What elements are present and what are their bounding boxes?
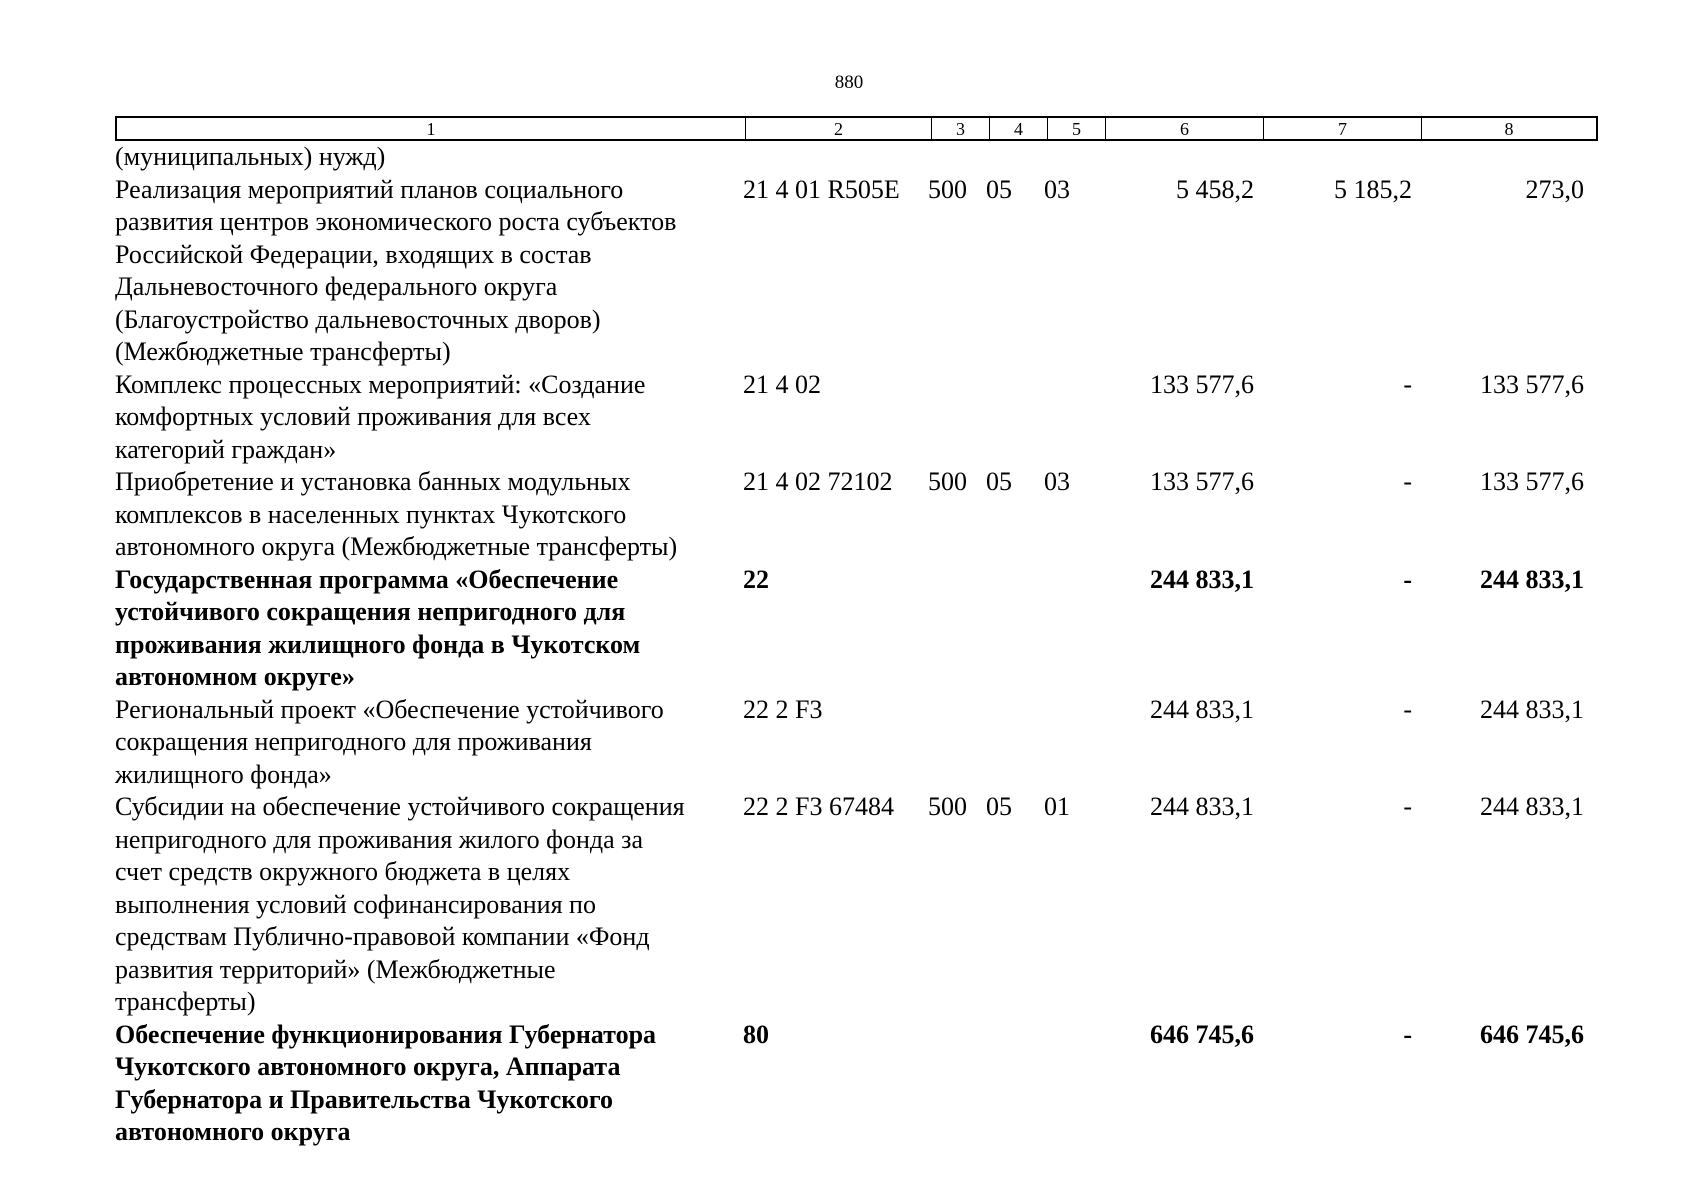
row-name: Комплекс процессных мероприятий: «Создание комфортных условий проживания для всех категорий граждан» xyxy=(115,369,646,464)
row-name: Реализация мероприятий планов социального развития центров экономического роста субъектов Российской Федерации, входящих в состав Дальневосточного федерального округа (Благоустройство дальневосточных дворов) (Межбюджетные трансферты) xyxy=(115,174,677,366)
header-col-3: 3 xyxy=(932,118,990,139)
row-name: Региональный проект «Обеспечение устойчивого сокращения непригодного для проживания жилищного фонда» xyxy=(115,694,664,789)
table-row xyxy=(115,141,1600,174)
header-col-4: 4 xyxy=(990,118,1048,139)
row-col-3: 500 xyxy=(928,467,967,496)
row-value-7: - xyxy=(1403,1019,1412,1049)
row-code: 21 4 02 xyxy=(743,369,821,399)
row-name: (муниципальных) нужд) xyxy=(115,142,386,171)
row-col-4: 05 xyxy=(986,467,1012,496)
row-name: Субсидии на обеспечение устойчивого сокращения непригодного для проживания жилого фонда за счет средств окружного бюджета в целях выполнения условий софинансирования по средствам Публично-правовой компании «Фонд развития территорий» (Межбюджетные трансферты) xyxy=(115,792,685,1016)
row-value-8: 244 833,1 xyxy=(1480,792,1584,821)
header-col-1: 1 xyxy=(117,118,746,139)
page-number: 880 xyxy=(834,72,864,93)
row-value-8: 646 745,6 xyxy=(1480,1019,1584,1049)
row-code: 80 xyxy=(743,1019,769,1049)
row-code: 21 4 02 72102 xyxy=(743,467,893,496)
row-col-4: 05 xyxy=(986,792,1012,821)
table-row xyxy=(115,466,1600,564)
table-row xyxy=(115,174,1600,369)
row-name: Обеспечение функционирования Губернатора Чукотского автономного округа, Аппарата Губернатора и Правительства Чукотского автономного округа xyxy=(115,1019,657,1146)
row-value-6: 646 745,6 xyxy=(1150,1019,1254,1049)
row-name: Государственная программа «Обеспечение устойчивого сокращения непригодного для проживания жилищного фонда в Чукотском автономном округе» xyxy=(115,564,641,691)
header-col-7: 7 xyxy=(1264,118,1422,139)
table-row xyxy=(115,694,1600,792)
row-value-7: - xyxy=(1403,694,1412,724)
table-row xyxy=(115,564,1600,694)
row-value-8: 133 577,6 xyxy=(1480,369,1584,399)
row-name: Приобретение и установка банных модульных комплексов в населенных пунктах Чукотского автономного округа (Межбюджетные трансферты) xyxy=(115,467,678,561)
row-value-7: 5 185,2 xyxy=(1334,174,1412,204)
row-value-7: - xyxy=(1403,792,1412,821)
row-col-4: 05 xyxy=(986,174,1012,204)
row-col-5: 01 xyxy=(1044,792,1070,821)
table-body xyxy=(115,141,1600,1149)
row-value-7: - xyxy=(1403,467,1412,496)
row-value-6: 244 833,1 xyxy=(1150,694,1254,724)
header-col-2: 2 xyxy=(746,118,932,139)
header-col-6: 6 xyxy=(1106,118,1264,139)
row-code: 21 4 01 R505E xyxy=(743,174,900,204)
row-value-8: 244 833,1 xyxy=(1480,694,1584,724)
row-value-7: - xyxy=(1403,564,1412,594)
row-value-6: 133 577,6 xyxy=(1150,369,1254,399)
row-value-6: 244 833,1 xyxy=(1150,792,1254,821)
row-value-7: - xyxy=(1403,369,1412,399)
row-value-8: 133 577,6 xyxy=(1480,467,1584,496)
table-row xyxy=(115,369,1600,467)
header-col-5: 5 xyxy=(1048,118,1106,139)
row-col-3: 500 xyxy=(928,174,967,204)
header-col-8: 8 xyxy=(1504,119,1514,139)
table-header xyxy=(115,116,1598,141)
row-value-6: 5 458,2 xyxy=(1176,174,1254,204)
row-col-3: 500 xyxy=(928,792,967,821)
row-value-6: 244 833,1 xyxy=(1150,564,1254,594)
row-code: 22 2 F3 67484 xyxy=(743,792,894,821)
row-col-5: 03 xyxy=(1044,174,1070,204)
row-code: 22 xyxy=(743,564,769,594)
row-col-5: 03 xyxy=(1044,467,1070,496)
row-value-8: 273,0 xyxy=(1525,174,1584,204)
row-code: 22 2 F3 xyxy=(743,694,823,724)
table-row xyxy=(115,1019,1600,1149)
row-value-6: 133 577,6 xyxy=(1150,467,1254,496)
row-value-8: 244 833,1 xyxy=(1480,564,1584,594)
table-row xyxy=(115,791,1600,1019)
